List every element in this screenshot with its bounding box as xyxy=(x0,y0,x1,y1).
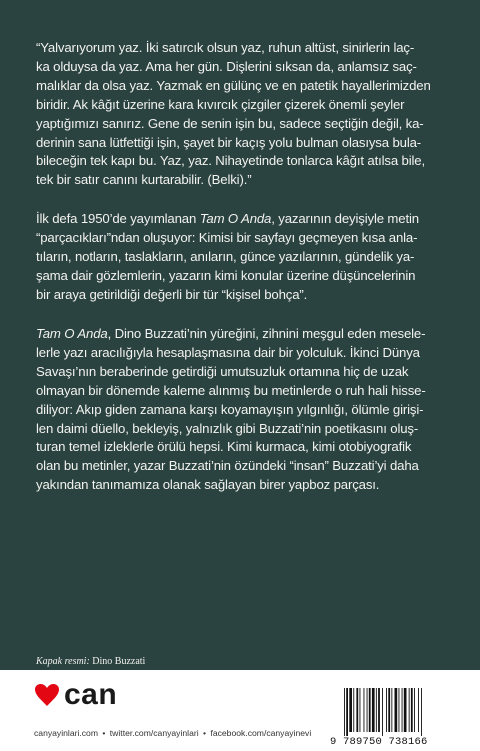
quote-line: biridir. Ak kâğıt üzerine kara kıvırcık çizgiler çizerek önemli şeyler xyxy=(36,96,405,112)
barcode-bar xyxy=(349,688,352,732)
barcode-bar xyxy=(409,688,410,732)
credit-label: Kapak resmi: xyxy=(36,656,90,667)
barcode-bar xyxy=(414,688,415,732)
quote-line: “Yalvarıyorum yaz. İki satırcık olsun yaz, ruhun altüst, sinirlerin laç- xyxy=(36,40,415,55)
quote-line: bileceğin tek kapı bu. Yaz, yaz. Nihayetinde tonlarca kâğıt atılsa bile, xyxy=(36,153,425,169)
logo-wordmark: can xyxy=(64,678,118,711)
barcode-bar xyxy=(346,688,348,736)
website-link[interactable]: canyayinlari.com xyxy=(34,728,98,738)
barcode xyxy=(336,686,448,738)
barcode-bar xyxy=(353,688,354,732)
barcode-bars xyxy=(336,686,448,738)
quote-line: ka olduysa da yaz. Ama her gün. Dişlerini sıksan da, anlamsız saç- xyxy=(36,58,417,74)
quote-line: derinin sana lütfettiği işin, şayet bir kaçış yolu bulman olasıysa bula- xyxy=(36,134,422,150)
separator: • xyxy=(203,728,207,738)
publisher-links xyxy=(34,728,311,738)
barcode-bar xyxy=(356,688,358,732)
barcode-bar xyxy=(382,688,383,736)
quote-line: malıklar da olsa yaz. Yazmak en gülünç ve en patetik hayallerimizden xyxy=(36,77,431,93)
barcode-bar xyxy=(421,688,422,736)
description-paragraph-1 xyxy=(36,210,450,305)
paragraph-line: olan bu metinler, yazar Buzzati’nin özündeki “insan” Buzzati’yi daha xyxy=(36,458,419,474)
barcode-number: 9 789750 738166 xyxy=(330,736,428,748)
paragraph-line: yakından tanımamıza olanak sağlayan birer yapboz parçası. xyxy=(36,477,380,493)
text-span: İlk defa 1950’de yayımlanan xyxy=(36,211,200,226)
paragraph-line: turan temel izleklerle örülü hepsi. Kimi kurmaca, kimi otobiyografik xyxy=(36,439,412,455)
barcode-bar xyxy=(391,688,392,732)
barcode-bar xyxy=(344,688,345,736)
paragraph-line: Savaşı’nın beraberinde getirdiği umutsuzluk ortamına hiç de uzak xyxy=(36,363,409,379)
paragraph-line xyxy=(36,210,450,229)
description-paragraph-2 xyxy=(36,325,450,495)
cover-image-credit xyxy=(36,656,145,667)
barcode-bar xyxy=(404,688,407,732)
barcode-bar xyxy=(386,688,387,732)
paragraph-line: diliyor: Akıp giden zamana karşı koyamayışın yılgınlığı, ölümle girişi- xyxy=(36,401,424,417)
barcode-bar xyxy=(360,688,361,732)
paragraph-line: olmayan bir dönemde kaleme alınmış bu metinlerde o ruh hali hisse- xyxy=(36,382,426,398)
barcode-bar xyxy=(395,688,398,732)
paragraph-line: lerle yazı aracılığıyla hesaplaşmasına dair bir yolculuk. İkinci Dünya xyxy=(36,344,420,360)
barcode-bar xyxy=(369,688,371,732)
barcode-bar xyxy=(402,688,403,732)
barcode-bar xyxy=(399,688,400,732)
quote-line: yaptığımızı sanırız. Gene de senin işin bu, sadece seçtiğin değil, ka- xyxy=(36,115,424,131)
paragraph-line: “parçacıkları”ndan oluşuyor: Kimisi bir sayfayı geçmeyen kısa anla- xyxy=(36,229,418,245)
barcode-bar xyxy=(364,688,365,732)
heart-icon xyxy=(34,683,60,707)
barcode-bar xyxy=(411,688,413,732)
paragraph-line: tıların, notların, taslakların, anıların, günce yazılarının, gündelik ya- xyxy=(36,248,415,264)
text-span: , Dino Buzzati’nin yüreğini, zihnini meşgul eden mesele- xyxy=(107,326,426,341)
facebook-link[interactable]: facebook.com/canyayinevi xyxy=(210,728,312,738)
book-title: Tam O Anda xyxy=(36,326,108,341)
barcode-bar xyxy=(388,688,390,732)
paragraph-line: şama dair gözlemlerin, yazarın kimi konular üzerine düşüncelerinin xyxy=(36,267,416,283)
credit-name: Dino Buzzati xyxy=(92,656,146,667)
paragraph-line: len daimi düello, bekleyiş, yalnızlık gibi Buzzati’nin poetikasını oluş- xyxy=(36,420,419,436)
publisher-logo xyxy=(34,680,117,710)
paragraph-line: bir araya getirildiği değerli bir tür “kişisel bohça”. xyxy=(36,286,308,302)
barcode-bar xyxy=(378,688,380,732)
epigraph-quote xyxy=(36,39,450,190)
quote-line: tek bir satır canını kurtarabilir. (Belki).” xyxy=(36,172,252,188)
book-title: Tam O Anda xyxy=(199,211,272,226)
twitter-link[interactable]: twitter.com/canyayinlari xyxy=(109,728,199,738)
text-span: , yazarının deyişiyle metin xyxy=(271,211,419,226)
separator: • xyxy=(102,728,106,738)
barcode-bar xyxy=(367,688,368,732)
barcode-bar xyxy=(372,688,375,732)
barcode-bar xyxy=(376,688,377,732)
paragraph-line xyxy=(36,325,450,344)
barcode-bar xyxy=(418,688,419,732)
